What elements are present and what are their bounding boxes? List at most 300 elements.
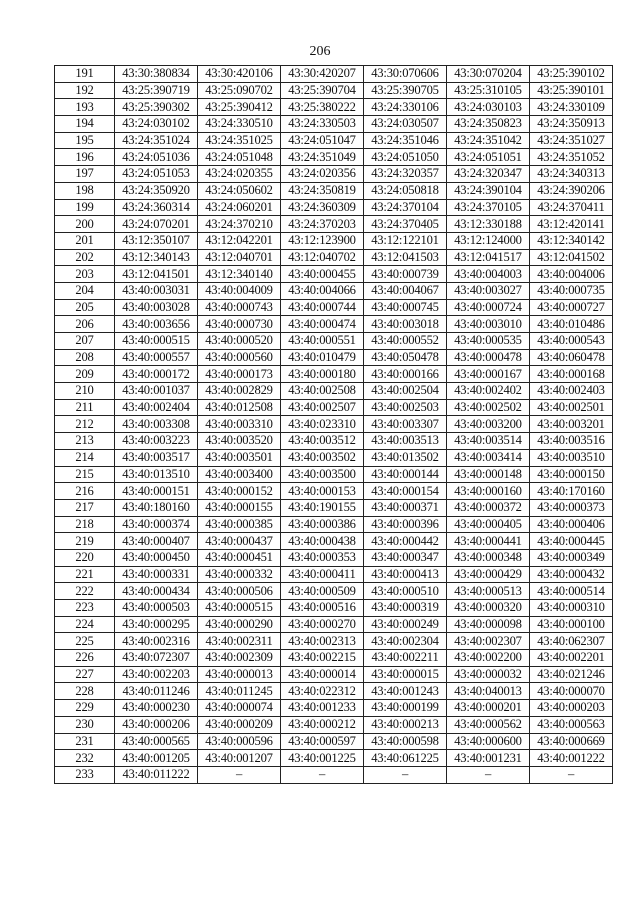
cadastral-number-cell: 43:40:000551 [281,333,364,350]
cadastral-number-cell: 43:40:000166 [364,366,447,383]
cadastral-number-cell: 43:40:000407 [115,533,198,550]
cadastral-number-cell: 43:40:000173 [198,366,281,383]
cadastral-number-cell: 43:40:003513 [364,433,447,450]
table-row [55,666,613,683]
cadastral-number-cell: 43:40:003031 [115,282,198,299]
cadastral-number-cell: 43:24:370104 [364,199,447,216]
cadastral-number-cell: 43:40:000743 [198,299,281,316]
cadastral-number-cell: 43:24:051047 [281,132,364,149]
cadastral-number-cell: 43:40:003308 [115,416,198,433]
cadastral-number-cell: 43:40:010486 [530,316,613,333]
table-row [55,499,613,516]
empty-cell-dash: – [198,766,281,783]
cadastral-number-cell: 43:40:003018 [364,316,447,333]
cadastral-number-cell: 43:24:350920 [115,182,198,199]
table-row [55,282,613,299]
cadastral-number-cell: 43:24:340313 [530,166,613,183]
cadastral-number-cell: 43:40:002201 [530,650,613,667]
cadastral-number-cell: 43:40:000474 [281,316,364,333]
cadastral-number-cell: 43:40:004003 [447,266,530,283]
cadastral-number-cell: 43:25:090702 [198,82,281,99]
cadastral-number-cell: 43:40:060478 [530,349,613,366]
cadastral-number-cell: 43:40:000597 [281,733,364,750]
cadastral-number-cell: 43:40:000172 [115,366,198,383]
cadastral-number-cell: 43:40:002311 [198,633,281,650]
cadastral-number-cell: 43:24:020356 [281,166,364,183]
cadastral-number-cell: 43:24:360309 [281,199,364,216]
cadastral-number-cell: 43:40:000514 [530,583,613,600]
cadastral-number-cell: 43:40:000154 [364,483,447,500]
cadastral-number-cell: 43:40:000385 [198,516,281,533]
cadastral-number-cell: 43:40:000074 [198,700,281,717]
cadastral-number-cell: 43:24:351024 [115,132,198,149]
cadastral-number-cell: 43:12:040702 [281,249,364,266]
row-number-cell: 209 [55,366,115,383]
cadastral-number-cell: 43:40:000153 [281,483,364,500]
cadastral-number-cell: 43:40:001207 [198,750,281,767]
row-number-cell: 223 [55,600,115,617]
cadastral-number-cell: 43:40:000319 [364,600,447,617]
cadastral-number-cell: 43:24:051050 [364,149,447,166]
cadastral-number-cell: 43:40:000230 [115,700,198,717]
cadastral-number-cell: 43:40:000374 [115,516,198,533]
row-number-cell: 199 [55,199,115,216]
cadastral-number-cell: 43:40:000144 [364,466,447,483]
cadastral-number-cell: 43:24:030102 [115,116,198,133]
cadastral-number-cell: 43:25:390101 [530,82,613,99]
cadastral-number-cell: 43:40:003656 [115,316,198,333]
cadastral-number-cell: 43:40:000148 [447,466,530,483]
cadastral-number-cell: 43:12:122101 [364,232,447,249]
cadastral-number-cell: 43:12:041503 [364,249,447,266]
cadastral-number-cell: 43:40:000451 [198,549,281,566]
row-number-cell: 227 [55,666,115,683]
table-row [55,416,613,433]
cadastral-number-cell: 43:40:040013 [447,683,530,700]
row-number-cell: 217 [55,499,115,516]
cadastral-number-cell: 43:40:003223 [115,433,198,450]
table-row [55,333,613,350]
cadastral-table-container [54,65,613,784]
cadastral-number-cell: 43:40:000520 [198,333,281,350]
table-row [55,650,613,667]
table-row [55,533,613,550]
cadastral-number-cell: 43:40:002508 [281,383,364,400]
cadastral-number-cell: 43:24:350913 [530,116,613,133]
cadastral-number-cell: 43:40:000506 [198,583,281,600]
cadastral-number-cell: 43:24:350823 [447,116,530,133]
table-row [55,116,613,133]
cadastral-number-cell: 43:40:000320 [447,600,530,617]
cadastral-number-cell: 43:24:351025 [198,132,281,149]
cadastral-number-cell: 43:40:003414 [447,449,530,466]
table-row [55,750,613,767]
cadastral-number-cell: 43:40:000372 [447,499,530,516]
cadastral-number-cell: 43:40:003028 [115,299,198,316]
cadastral-number-cell: 43:40:003400 [198,466,281,483]
row-number-cell: 206 [55,316,115,333]
cadastral-number-cell: 43:40:000155 [198,499,281,516]
table-row [55,433,613,450]
cadastral-number-cell: 43:40:002503 [364,399,447,416]
row-number-cell: 208 [55,349,115,366]
row-number-cell: 191 [55,66,115,83]
cadastral-number-cell: 43:40:003027 [447,282,530,299]
cadastral-number-cell: 43:40:003200 [447,416,530,433]
cadastral-number-cell: 43:40:002200 [447,650,530,667]
cadastral-number-cell: 43:40:000209 [198,716,281,733]
cadastral-number-cell: 43:40:000744 [281,299,364,316]
cadastral-number-cell: 43:40:000735 [530,282,613,299]
row-number-cell: 225 [55,633,115,650]
cadastral-number-cell: 43:40:000249 [364,616,447,633]
table-row [55,700,613,717]
cadastral-number-cell: 43:40:000434 [115,583,198,600]
cadastral-number-cell: 43:24:051036 [115,149,198,166]
cadastral-number-cell: 43:40:000180 [281,366,364,383]
cadastral-number-cell: 43:40:002307 [447,633,530,650]
row-number-cell: 214 [55,449,115,466]
cadastral-number-cell: 43:40:011245 [198,683,281,700]
cadastral-number-cell: 43:40:002313 [281,633,364,650]
cadastral-number-cell: 43:40:002502 [447,399,530,416]
row-number-cell: 216 [55,483,115,500]
cadastral-number-cell: 43:40:000013 [198,666,281,683]
row-number-cell: 219 [55,533,115,550]
cadastral-number-cell: 43:40:000386 [281,516,364,533]
cadastral-number-cell: 43:40:000455 [281,266,364,283]
row-number-cell: 215 [55,466,115,483]
cadastral-number-cell: 43:40:000203 [530,700,613,717]
table-row [55,766,613,783]
table-row [55,633,613,650]
cadastral-number-cell: 43:24:370203 [281,216,364,233]
table-row [55,483,613,500]
table-row [55,733,613,750]
cadastral-number-cell: 43:40:003502 [281,449,364,466]
cadastral-number-cell: 43:24:370210 [198,216,281,233]
cadastral-number-cell: 43:30:070606 [364,66,447,83]
row-number-cell: 228 [55,683,115,700]
cadastral-number-cell: 43:40:000535 [447,333,530,350]
cadastral-number-cell: 43:40:000560 [198,349,281,366]
cadastral-number-cell: 43:40:003520 [198,433,281,450]
cadastral-number-cell: 43:25:380222 [281,99,364,116]
cadastral-number-cell: 43:24:390206 [530,182,613,199]
row-number-cell: 196 [55,149,115,166]
cadastral-number-cell: 43:40:000167 [447,366,530,383]
cadastral-number-cell: 43:40:003310 [198,416,281,433]
cadastral-number-cell: 43:40:022312 [281,683,364,700]
cadastral-number-cell: 43:40:000513 [447,583,530,600]
cadastral-number-cell: 43:40:000432 [530,566,613,583]
cadastral-number-cell: 43:24:370105 [447,199,530,216]
cadastral-number-cell: 43:40:000562 [447,716,530,733]
cadastral-number-cell: 43:40:000515 [115,333,198,350]
cadastral-number-cell: 43:40:000151 [115,483,198,500]
cadastral-number-cell: 43:24:050602 [198,182,281,199]
empty-cell-dash: – [281,766,364,783]
cadastral-number-cell: 43:40:000032 [447,666,530,683]
cadastral-number-cell: 43:40:011246 [115,683,198,700]
cadastral-number-cell: 43:40:002304 [364,633,447,650]
cadastral-number-cell: 43:40:002203 [115,666,198,683]
cadastral-number-cell: 43:40:001205 [115,750,198,767]
cadastral-number-cell: 43:12:041501 [115,266,198,283]
cadastral-number-cell: 43:40:000349 [530,549,613,566]
cadastral-number-cell: 43:40:190155 [281,499,364,516]
cadastral-number-cell: 43:24:330106 [364,99,447,116]
cadastral-number-cell: 43:40:000310 [530,600,613,617]
cadastral-number-cell: 43:24:070201 [115,216,198,233]
table-row [55,299,613,316]
table-row [55,566,613,583]
cadastral-number-cell: 43:40:003010 [447,316,530,333]
cadastral-number-cell: 43:40:072307 [115,650,198,667]
row-number-cell: 221 [55,566,115,583]
row-number-cell: 233 [55,766,115,783]
cadastral-number-cell: 43:24:020355 [198,166,281,183]
cadastral-number-cell: 43:40:002501 [530,399,613,416]
cadastral-number-cell: 43:40:000516 [281,600,364,617]
row-number-cell: 205 [55,299,115,316]
cadastral-number-cell: 43:25:390705 [364,82,447,99]
cadastral-number-cell: 43:30:380834 [115,66,198,83]
cadastral-number-cell: 43:40:180160 [115,499,198,516]
cadastral-number-cell: 43:40:010479 [281,349,364,366]
cadastral-number-cell: 43:40:000160 [447,483,530,500]
cadastral-number-cell: 43:40:000168 [530,366,613,383]
cadastral-number-cell: 43:40:000015 [364,666,447,683]
cadastral-number-cell: 43:40:000600 [447,733,530,750]
cadastral-number-cell: 43:40:000199 [364,700,447,717]
cadastral-number-cell: 43:24:351042 [447,132,530,149]
cadastral-number-cell: 43:40:000201 [447,700,530,717]
cadastral-number-cell: 43:40:000070 [530,683,613,700]
cadastral-number-cell: 43:40:011222 [115,766,198,783]
cadastral-table [54,65,613,784]
cadastral-number-cell: 43:40:002215 [281,650,364,667]
cadastral-number-cell: 43:24:350819 [281,182,364,199]
cadastral-number-cell: 43:24:330503 [281,116,364,133]
table-row [55,399,613,416]
cadastral-number-cell: 43:40:000552 [364,333,447,350]
table-row [55,232,613,249]
table-row [55,449,613,466]
cadastral-number-cell: 43:24:351049 [281,149,364,166]
row-number-cell: 222 [55,583,115,600]
cadastral-number-cell: 43:12:123900 [281,232,364,249]
cadastral-number-cell: 43:40:000565 [115,733,198,750]
table-row [55,266,613,283]
table-row [55,583,613,600]
cadastral-number-cell: 43:40:000669 [530,733,613,750]
table-row [55,716,613,733]
cadastral-number-cell: 43:40:000543 [530,333,613,350]
row-number-cell: 224 [55,616,115,633]
empty-cell-dash: – [530,766,613,783]
cadastral-number-cell: 43:40:003512 [281,433,364,450]
row-number-cell: 218 [55,516,115,533]
table-row [55,216,613,233]
cadastral-number-cell: 43:40:000437 [198,533,281,550]
cadastral-number-cell: 43:40:000295 [115,616,198,633]
cadastral-number-cell: 43:40:000413 [364,566,447,583]
cadastral-number-cell: 43:40:003510 [530,449,613,466]
row-number-cell: 192 [55,82,115,99]
table-row [55,683,613,700]
cadastral-number-cell: 43:12:041517 [447,249,530,266]
cadastral-number-cell: 43:40:001233 [281,700,364,717]
row-number-cell: 200 [55,216,115,233]
cadastral-number-cell: 43:40:000150 [530,466,613,483]
cadastral-number-cell: 43:40:000515 [198,600,281,617]
cadastral-number-cell: 43:40:062307 [530,633,613,650]
table-row [55,349,613,366]
cadastral-number-cell: 43:12:340143 [115,249,198,266]
cadastral-number-cell: 43:25:390719 [115,82,198,99]
row-number-cell: 201 [55,232,115,249]
cadastral-number-cell: 43:40:170160 [530,483,613,500]
cadastral-number-cell: 43:40:004009 [198,282,281,299]
cadastral-number-cell: 43:40:004067 [364,282,447,299]
cadastral-number-cell: 43:24:051048 [198,149,281,166]
cadastral-number-cell: 43:40:023310 [281,416,364,433]
table-row [55,366,613,383]
cadastral-number-cell: 43:40:001243 [364,683,447,700]
row-number-cell: 198 [55,182,115,199]
row-number-cell: 195 [55,132,115,149]
table-row [55,616,613,633]
cadastral-number-cell: 43:24:330510 [198,116,281,133]
cadastral-number-cell: 43:40:000509 [281,583,364,600]
cadastral-number-cell: 43:24:051051 [447,149,530,166]
cadastral-number-cell: 43:40:002402 [447,383,530,400]
cadastral-number-cell: 43:40:000503 [115,600,198,617]
cadastral-number-cell: 43:40:000152 [198,483,281,500]
cadastral-number-cell: 43:24:370405 [364,216,447,233]
empty-cell-dash: – [364,766,447,783]
row-number-cell: 230 [55,716,115,733]
row-number-cell: 210 [55,383,115,400]
cadastral-number-cell: 43:12:350107 [115,232,198,249]
cadastral-number-cell: 43:25:310105 [447,82,530,99]
cadastral-number-cell: 43:40:002829 [198,383,281,400]
cadastral-number-cell: 43:30:070204 [447,66,530,83]
table-row [55,166,613,183]
table-row [55,249,613,266]
cadastral-number-cell: 43:12:124000 [447,232,530,249]
cadastral-number-cell: 43:40:061225 [364,750,447,767]
cadastral-number-cell: 43:40:000353 [281,549,364,566]
row-number-cell: 207 [55,333,115,350]
cadastral-number-cell: 43:40:000213 [364,716,447,733]
cadastral-number-cell: 43:12:042201 [198,232,281,249]
cadastral-number-cell: 43:24:370411 [530,199,613,216]
cadastral-number-cell: 43:40:000347 [364,549,447,566]
cadastral-number-cell: 43:40:000270 [281,616,364,633]
row-number-cell: 226 [55,650,115,667]
cadastral-number-cell: 43:12:340140 [198,266,281,283]
cadastral-number-cell: 43:24:320357 [364,166,447,183]
row-number-cell: 212 [55,416,115,433]
row-number-cell: 193 [55,99,115,116]
cadastral-number-cell: 43:40:013502 [364,449,447,466]
cadastral-number-cell: 43:40:002403 [530,383,613,400]
table-row [55,149,613,166]
cadastral-number-cell: 43:40:000724 [447,299,530,316]
table-row [55,466,613,483]
cadastral-number-cell: 43:24:360314 [115,199,198,216]
cadastral-number-cell: 43:24:351027 [530,132,613,149]
cadastral-number-cell: 43:40:001225 [281,750,364,767]
cadastral-number-cell: 43:25:390704 [281,82,364,99]
cadastral-number-cell: 43:40:001231 [447,750,530,767]
table-row [55,516,613,533]
table-row [55,182,613,199]
cadastral-number-cell: 43:40:000206 [115,716,198,733]
cadastral-number-cell: 43:40:003516 [530,433,613,450]
table-row [55,199,613,216]
cadastral-number-cell: 43:40:000411 [281,566,364,583]
cadastral-number-cell: 43:40:000406 [530,516,613,533]
cadastral-number-cell: 43:40:002404 [115,399,198,416]
row-number-cell: 204 [55,282,115,299]
cadastral-number-cell: 43:24:351046 [364,132,447,149]
cadastral-number-cell: 43:40:002504 [364,383,447,400]
cadastral-number-cell: 43:40:003201 [530,416,613,433]
cadastral-number-cell: 43:40:001037 [115,383,198,400]
cadastral-number-cell: 43:12:041502 [530,249,613,266]
row-number-cell: 220 [55,549,115,566]
cadastral-number-cell: 43:40:000598 [364,733,447,750]
cadastral-number-cell: 43:40:000563 [530,716,613,733]
cadastral-number-cell: 43:24:330109 [530,99,613,116]
cadastral-number-cell: 43:40:000442 [364,533,447,550]
cadastral-number-cell: 43:40:000596 [198,733,281,750]
row-number-cell: 213 [55,433,115,450]
cadastral-number-cell: 43:25:390302 [115,99,198,116]
cadastral-number-cell: 43:40:003517 [115,449,198,466]
cadastral-number-cell: 43:40:000429 [447,566,530,583]
cadastral-number-cell: 43:40:000212 [281,716,364,733]
row-number-cell: 211 [55,399,115,416]
table-row [55,66,613,83]
cadastral-number-cell: 43:12:040701 [198,249,281,266]
row-number-cell: 231 [55,733,115,750]
cadastral-number-cell: 43:40:003514 [447,433,530,450]
cadastral-number-cell: 43:24:030103 [447,99,530,116]
table-row [55,132,613,149]
row-number-cell: 229 [55,700,115,717]
row-number-cell: 202 [55,249,115,266]
cadastral-number-cell: 43:24:060201 [198,199,281,216]
cadastral-number-cell: 43:40:000332 [198,566,281,583]
cadastral-number-cell: 43:30:420207 [281,66,364,83]
cadastral-number-cell: 43:40:000438 [281,533,364,550]
cadastral-number-cell: 43:40:012508 [198,399,281,416]
cadastral-number-cell: 43:12:330188 [447,216,530,233]
table-row [55,82,613,99]
cadastral-number-cell: 43:24:351052 [530,149,613,166]
cadastral-number-cell: 43:40:003500 [281,466,364,483]
cadastral-number-cell: 43:25:390412 [198,99,281,116]
cadastral-number-cell: 43:40:002316 [115,633,198,650]
table-row [55,99,613,116]
row-number-cell: 203 [55,266,115,283]
cadastral-number-cell: 43:40:000290 [198,616,281,633]
cadastral-number-cell: 43:40:003307 [364,416,447,433]
